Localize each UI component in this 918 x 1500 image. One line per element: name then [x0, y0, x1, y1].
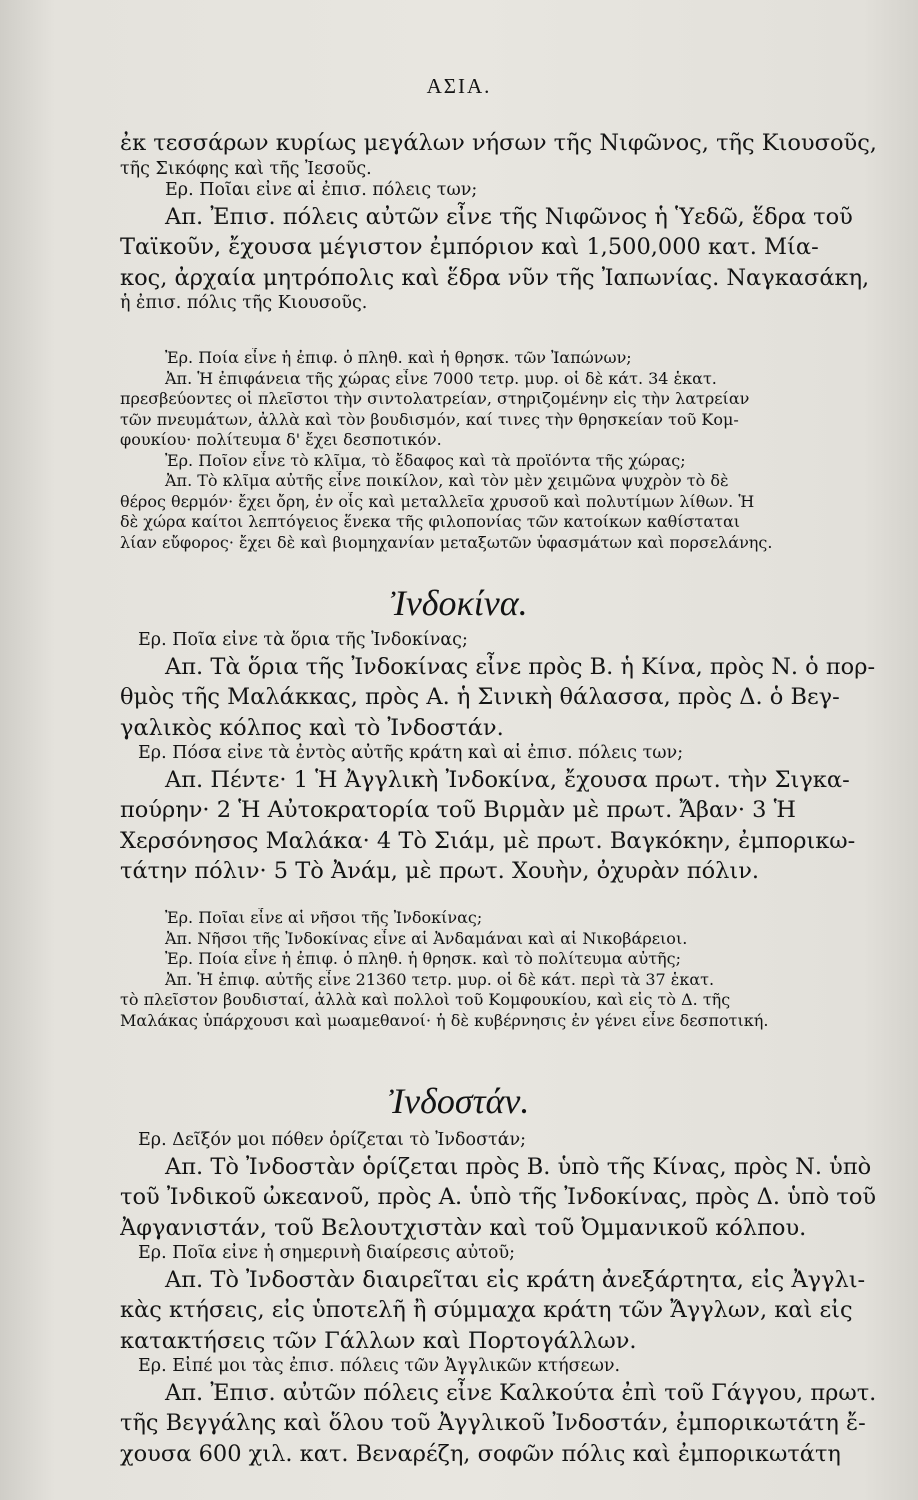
- question-line: Ερ. Ποῖαι εἶνε αἱ ἐπισ. πόλεις των;: [165, 180, 478, 200]
- question-line: Ερ. Ποῖα εἶνε τὰ ὅρια τῆς Ἰνδοκίνας;: [138, 630, 468, 650]
- question-line: Ερ. Πόσα εἶνε τὰ ἐντὸς αὐτῆς κράτη καὶ αἱ ἐπισ. πόλεις των;: [138, 743, 684, 763]
- question-line: Ερ. Εἰπέ μοι τὰς ἐπισ. πόλεις τῶν Ἀγγλικῶν κτήσεων.: [138, 1356, 621, 1376]
- text-line: Ἀφγανιστάν, τοῦ Βελουτχιστὰν καὶ τοῦ Ὀμμανικοῦ κόλπου.: [120, 1214, 807, 1241]
- running-head: ΑΣΙΑ.: [426, 74, 492, 98]
- section-title-indochina: Ἰνδοκίνα.: [390, 583, 528, 623]
- text-line: θέρος θερμόν· ἔχει ὄρη, ἐν οἷς καὶ μεταλλεῖα χρυσοῦ καὶ πολυτίμων λίθων. Ἡ: [120, 491, 755, 511]
- japan-details-block: [120, 348, 880, 553]
- text-line: κατακτήσεις τῶν Γάλλων καὶ Πορτογάλλων.: [120, 1327, 637, 1354]
- section-title-hindustan: Ἰνδοστάν.: [388, 1081, 530, 1121]
- text-line: κος, ἀρχαία μητρόπολις καὶ ἕδρα νῦν τῆς Ἰαπωνίας. Ναγκασάκη,: [120, 264, 870, 291]
- question-line: Ερ. Ποῖα εἶνε ἡ σημερινὴ διαίρεσις αὐτοῦ;: [138, 1243, 515, 1263]
- text-line: τῶν πνευμάτων, ἀλλὰ καὶ τὸν βουδισμόν, καί τινες τὴν θρησκείαν τοῦ Κομ-: [120, 409, 739, 429]
- text-line: ἐκ τεσσάρων κυρίως μεγάλων νήσων τῆς Νιφῶνος, τῆς Κιουσοῦς,: [120, 130, 877, 156]
- question-line: Ερ. Δεῖξόν μοι πόθεν ὁρίζεται τὸ Ἰνδοστάν;: [138, 1130, 527, 1150]
- text-line: Χερσόνησος Μαλάκα· 4 Τὸ Σιάμ, μὲ πρωτ. Βαγκόκην, ἐμπορικω-: [120, 827, 856, 854]
- text-line: ἡ ἐπισ. πόλις τῆς Κιουσοῦς.: [120, 293, 368, 313]
- hindustan-block: [120, 1130, 880, 1469]
- answer-line: Απ. Τὸ Ἰνδοστὰν ὁρίζεται πρὸς Β. ὑπὸ τῆς Κίνας, πρὸς Ν. ὑπὸ: [165, 1153, 872, 1180]
- text-line: πούρην· 2 Ἡ Αὐτοκρατορία τοῦ Βιρμὰν μὲ πρωτ. Ἄβαν· 3 Ἡ: [120, 797, 796, 823]
- question-line: Ἐρ. Ποῖαι εἶνε αἱ νῆσοι τῆς Ἰνδοκίνας;: [165, 908, 483, 927]
- text-line: δὲ χώρα καίτοι λεπτόγειος ἕνεκα τῆς φιλοπονίας τῶν κατοίκων καθίσταται: [120, 512, 741, 531]
- text-line: Μαλάκας ὑπάρχουσι καὶ μωαμεθανοί· ἡ δὲ κυβέρνησις ἐν γένει εἶνε δεσποτική.: [120, 1010, 769, 1030]
- question-line: Ἐρ. Ποία εἶνε ἡ ἐπιφ. ὁ πληθ. καὶ ἡ θρησκ. τῶν Ἰαπώνων;: [165, 348, 632, 367]
- answer-line: Ἀπ. Ἡ ἐπιφάνεια τῆς χώρας εἶνε 7000 τετρ. μυρ. οἱ δὲ κάτ. 34 ἑκατ.: [165, 368, 717, 388]
- text-line: κὰς κτήσεις, εἰς ὑποτελῆ ἢ σύμμαχα κράτη τῶν Ἄγγλων, καὶ εἰς: [120, 1297, 853, 1323]
- answer-line: Απ. Ἐπισ. πόλεις αὐτῶν εἶνε τῆς Νιφῶνος ἡ Ὑεδῶ, ἕδρα τοῦ: [165, 203, 853, 230]
- answer-line: Απ. Ἐπισ. αὐτῶν πόλεις εἶνε Καλκούτα ἐπὶ τοῦ Γάγγου, πρωτ.: [165, 1379, 877, 1406]
- indochina-block: [120, 630, 880, 887]
- answer-line: Ἀπ. Τὸ κλῖμα αὐτῆς εἶνε ποικίλον, καὶ τὸν μὲν χειμῶνα ψυχρὸν τὸ δὲ: [165, 471, 729, 490]
- japan-cities-block: [120, 128, 880, 315]
- answer-line: Απ. Τὰ ὅρια τῆς Ἰνδοκίνας εἶνε πρὸς Β. ἡ Κίνα, πρὸς Ν. ὁ πορ-: [165, 653, 876, 680]
- indochina-details-block: [120, 908, 880, 1031]
- text-line: τῆς Σικόφης καὶ τῆς Ἰεσοῦς.: [120, 158, 372, 179]
- text-line: πρεσβεύοντες οἱ πλεῖστοι τὴν σιντολατρείαν, στηριζομένην εἰς τὴν λατρείαν: [120, 389, 750, 408]
- answer-line: Απ. Τὸ Ἰνδοστὰν διαιρεῖται εἰς κράτη ἀνεξάρτητα, εἰς Ἀγγλι-: [165, 1266, 866, 1293]
- question-line: Ἐρ. Ποῖον εἶνε τὸ κλῖμα, τὸ ἔδαφος καὶ τὰ προϊόντα τῆς χώρας;: [165, 450, 686, 470]
- text-line: τὸ πλεῖστον βουδισταί, ἀλλὰ καὶ πολλοὶ τοῦ Κομφουκίου, καὶ εἰς τὸ Δ. τῆς: [120, 990, 731, 1009]
- text-line: Ταϊκοῦν, ἔχουσα μέγιστον ἐμπόριον καὶ 1,500,000 κατ. Μία-: [120, 234, 819, 260]
- text-line: χουσα 600 χιλ. κατ. Βεναρέζη, σοφῶν πόλις καὶ ἐμπορικωτάτη: [120, 1440, 841, 1467]
- answer-line: Απ. Πέντε· 1 Ἡ Ἀγγλικὴ Ἰνδοκίνα, ἔχουσα πρωτ. τὴν Σιγκα-: [165, 766, 850, 793]
- answer-line: Ἀπ. Ἡ ἐπιφ. αὐτῆς εἶνε 21360 τετρ. μυρ. οἱ δὲ κάτ. περὶ τὰ 37 ἑκατ.: [165, 969, 715, 989]
- text-line: τάτην πόλιν· 5 Τὸ Ἀνάμ, μὲ πρωτ. Χουὴν, ὀχυρὰν πόλιν.: [120, 858, 760, 884]
- text-line: τοῦ Ἰνδικοῦ ὠκεανοῦ, πρὸς Α. ὑπὸ τῆς Ἰνδοκίνας, πρὸς Δ. ὑπὸ τοῦ: [120, 1184, 877, 1210]
- text-line: θμὸς τῆς Μαλάκκας, πρὸς Α. ἡ Σινικὴ θάλασσα, πρὸς Δ. ὁ Βεγ-: [120, 684, 840, 710]
- text-line: γαλικὸς κόλπος καὶ τὸ Ἰνδοστάν.: [120, 714, 504, 741]
- text-line: φουκίου· πολίτευμα δ' ἔχει δεσποτικόν.: [120, 430, 442, 449]
- question-line: Ἐρ. Ποία εἶνε ἡ ἐπιφ. ὁ πληθ. ἡ θρησκ. καὶ τὸ πολίτευμα αὐτῆς;: [165, 949, 681, 968]
- text-line: τῆς Βεγγάλης καὶ ὅλου τοῦ Ἀγγλικοῦ Ἰνδοστάν, ἐμπορικωτάτη ἔ-: [120, 1410, 866, 1436]
- answer-line: Ἀπ. Νῆσοι τῆς Ἰνδοκίνας εἶνε αἱ Ἀνδαμάναι καὶ αἱ Νικοβάρειοι.: [165, 928, 688, 948]
- text-line: λίαν εὔφορος· ἔχει δὲ καὶ βιομηχανίαν μεταξωτῶν ὑφασμάτων καὶ πορσελάνης.: [120, 532, 773, 552]
